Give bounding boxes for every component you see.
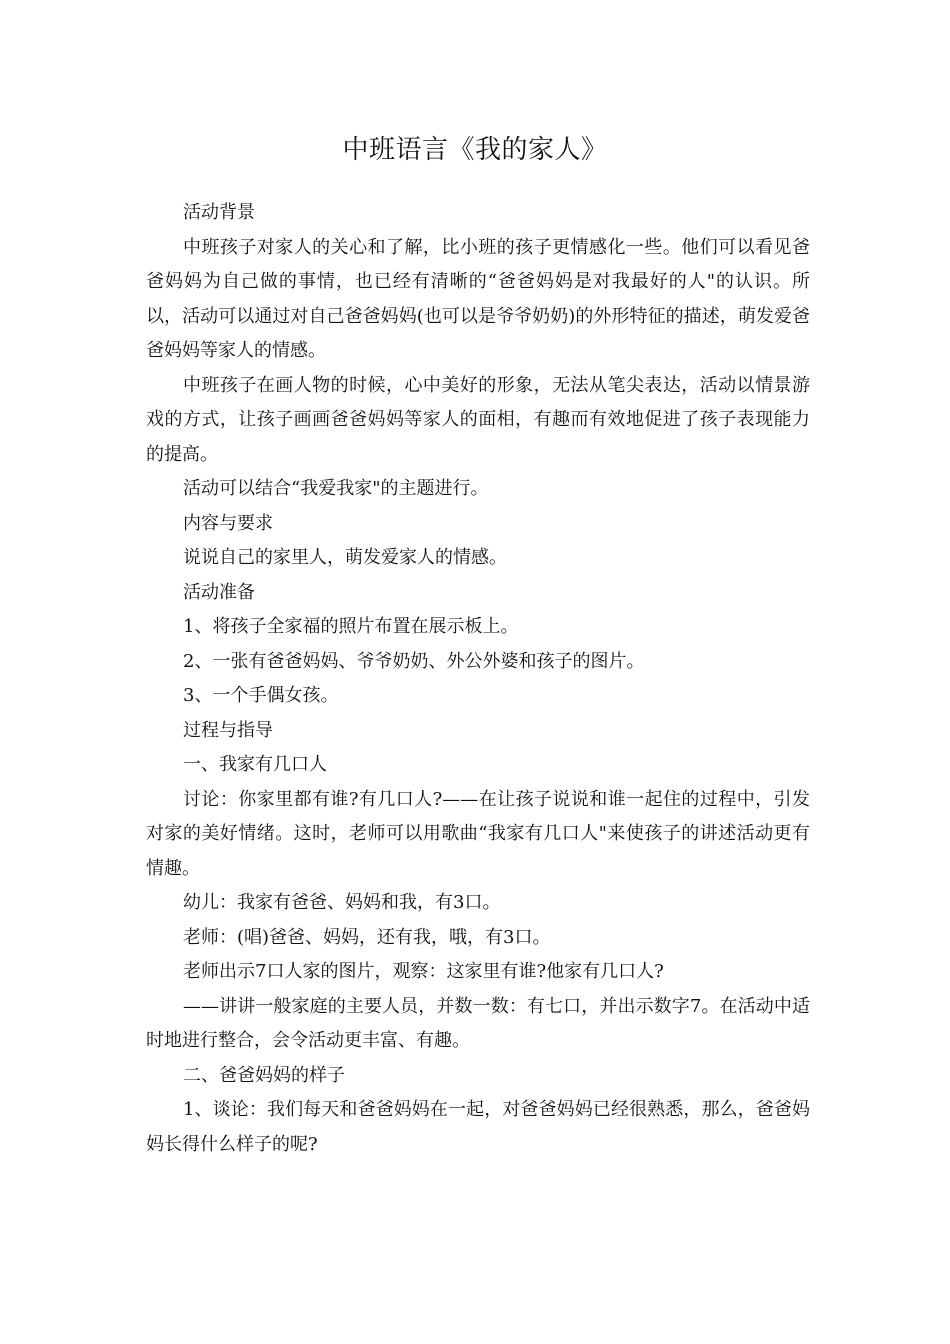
paragraph: 老师出示7口人家的图片，观察：这家里有谁?他家有几口人? — [183, 961, 664, 982]
paragraph: 中班孩子在画人物的时候，心中美好的形象，无法从笔尖表达，活动以情景游戏的方式，让孩子画画爸爸妈妈等家人的面相，有趣而有效地促进了孩子表现能力的提高。 — [146, 374, 810, 465]
list-item: 2、一张有爸爸妈妈、爷爷奶奶、外公外婆和孩子的图片。 — [183, 650, 645, 672]
section-heading: 一、我家有几口人 — [183, 754, 327, 775]
paragraph: 活动可以结合“我爱我家"的主题进行。 — [183, 478, 489, 499]
document-title: 中班语言《我的家人》 — [342, 135, 608, 165]
document-body — [146, 196, 810, 1162]
list-item: 1、将孩子全家福的照片布置在展示板上。 — [183, 616, 519, 637]
paragraph: 讨论：你家里都有谁?有几口人?——在让孩子说说和谁一起住的过程中，引发对家的美好情绪。这时，老师可以用歌曲“我家有几口人"来使孩子的讲述活动更有情趣。 — [146, 788, 810, 879]
list-item: 3、一个手偶女孩。 — [183, 685, 339, 706]
heading-activity-background: 活动背景 — [183, 202, 255, 223]
section-heading: 二、爸爸妈妈的样子 — [183, 1064, 345, 1086]
heading-activity-preparation: 活动准备 — [183, 581, 255, 603]
paragraph: 说说自己的家里人，萌发爱家人的情感。 — [183, 547, 507, 568]
heading-process-guidance: 过程与指导 — [183, 719, 273, 741]
paragraph: 1、谈论：我们每天和爸爸妈妈在一起，对爸爸妈妈已经很熟悉，那么，爸爸妈妈长得什么样子的呢? — [146, 1099, 810, 1155]
paragraph: 中班孩子对家人的关心和了解，比小班的孩子更情感化一些。他们可以看见爸爸妈妈为自己做的事情，也已经有清晰的“爸爸妈妈是对我最好的人"的认识。所以，活动可以通过对自己爸爸妈妈(也可以是爷爷奶奶)的外形特征的描述，萌发爱爸爸妈妈等家人的情感。 — [146, 236, 810, 361]
paragraph: ——讲讲一般家庭的主要人员，并数一数：有七口，并出示数字7。在活动中适时地进行整合，会令活动更丰富、有趣。 — [146, 995, 810, 1051]
paragraph: 幼儿：我家有爸爸、妈妈和我，有3口。 — [183, 892, 501, 913]
paragraph: 老师：(唱)爸爸、妈妈，还有我，哦，有3口。 — [183, 926, 551, 948]
heading-content-requirements: 内容与要求 — [183, 512, 273, 534]
